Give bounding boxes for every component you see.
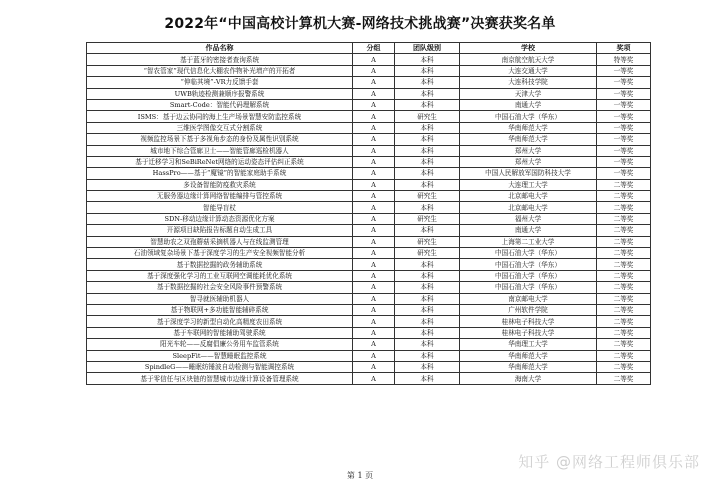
cell-school: 北京邮电大学 bbox=[460, 202, 597, 213]
cell-division: A bbox=[353, 213, 395, 224]
cell-division: A bbox=[353, 361, 395, 372]
cell-team-level: 本科 bbox=[395, 259, 460, 270]
cell-team-level: 本科 bbox=[395, 202, 460, 213]
table-row bbox=[87, 122, 651, 133]
cell-division: A bbox=[353, 168, 395, 179]
cell-award: 一等奖 bbox=[597, 111, 651, 122]
cell-work-name: Smart-Code：智能代码理解系统 bbox=[87, 99, 353, 110]
table-row bbox=[87, 248, 651, 259]
cell-work-name: 基于车联网的智能辅助驾驶系统 bbox=[87, 327, 353, 338]
cell-work-name: 基于物联网+多功能智能辅碎系统 bbox=[87, 304, 353, 315]
cell-school: 中国石油大学（华东） bbox=[460, 282, 597, 293]
cell-work-name: SDN-移动边缘计算动态资源优化方案 bbox=[87, 213, 353, 224]
table-row bbox=[87, 202, 651, 213]
cell-school: 桂林电子科技大学 bbox=[460, 327, 597, 338]
cell-division: A bbox=[353, 236, 395, 247]
header-team-level: 团队级别 bbox=[395, 43, 460, 54]
cell-award: 一等奖 bbox=[597, 99, 651, 110]
cell-team-level: 本科 bbox=[395, 361, 460, 372]
table-row bbox=[87, 77, 651, 88]
cell-award: 一等奖 bbox=[597, 88, 651, 99]
cell-division: A bbox=[353, 111, 395, 122]
cell-award: 一等奖 bbox=[597, 145, 651, 156]
cell-school: 华南理工大学 bbox=[460, 339, 597, 350]
cell-team-level: 研究生 bbox=[395, 213, 460, 224]
cell-award: 特等奖 bbox=[597, 54, 651, 65]
cell-school: 南通大学 bbox=[460, 225, 597, 236]
cell-team-level: 本科 bbox=[395, 77, 460, 88]
cell-division: A bbox=[353, 202, 395, 213]
table-row bbox=[87, 99, 651, 110]
cell-school: 广州软件学院 bbox=[460, 304, 597, 315]
cell-work-name: ISMS：基于边云协同的海上生产场景智慧安防监控系统 bbox=[87, 111, 353, 122]
cell-team-level: 研究生 bbox=[395, 191, 460, 202]
cell-division: A bbox=[353, 373, 395, 384]
document-title: 2022年“中国高校计算机大赛-网络技术挑战赛”决赛获奖名单 bbox=[164, 16, 556, 32]
cell-team-level: 本科 bbox=[395, 134, 460, 145]
table-row bbox=[87, 293, 651, 304]
cell-school: 大连科技学院 bbox=[460, 77, 597, 88]
cell-team-level: 本科 bbox=[395, 179, 460, 190]
cell-award: 二等奖 bbox=[597, 259, 651, 270]
table-row bbox=[87, 145, 651, 156]
cell-division: A bbox=[353, 134, 395, 145]
header-award: 奖项 bbox=[597, 43, 651, 54]
cell-award: 二等奖 bbox=[597, 270, 651, 281]
cell-work-name: 基于零信任与区块链的智慧城市边缘计算设备管理系统 bbox=[87, 373, 353, 384]
cell-team-level: 本科 bbox=[395, 270, 460, 281]
cell-division: A bbox=[353, 248, 395, 259]
cell-division: A bbox=[353, 350, 395, 361]
cell-award: 二等奖 bbox=[597, 202, 651, 213]
cell-division: A bbox=[353, 316, 395, 327]
cell-school: 华南师范大学 bbox=[460, 350, 597, 361]
cell-award: 二等奖 bbox=[597, 179, 651, 190]
cell-division: A bbox=[353, 77, 395, 88]
cell-work-name: 智寻就医辅助机器人 bbox=[87, 293, 353, 304]
table-row bbox=[87, 282, 651, 293]
header-work-name: 作品名称 bbox=[87, 43, 353, 54]
cell-work-name: 智慧助农之双孢蘑菇采摘机器人与在线监测管理 bbox=[87, 236, 353, 247]
cell-team-level: 研究生 bbox=[395, 111, 460, 122]
cell-team-level: 研究生 bbox=[395, 236, 460, 247]
cell-award: 二等奖 bbox=[597, 373, 651, 384]
table-body bbox=[87, 54, 651, 384]
table-row bbox=[87, 339, 651, 350]
cell-school: 郑州大学 bbox=[460, 156, 597, 167]
cell-school: 南通大学 bbox=[460, 99, 597, 110]
cell-award: 二等奖 bbox=[597, 316, 651, 327]
cell-work-name: 无服务器边缘计算网络智能编排与管控系统 bbox=[87, 191, 353, 202]
cell-division: A bbox=[353, 191, 395, 202]
cell-school: 华南师范大学 bbox=[460, 361, 597, 372]
cell-work-name: 智能导盲杖 bbox=[87, 202, 353, 213]
cell-school: 海南大学 bbox=[460, 373, 597, 384]
cell-team-level: 本科 bbox=[395, 282, 460, 293]
cell-school: 大连理工大学 bbox=[460, 179, 597, 190]
cell-award: 二等奖 bbox=[597, 293, 651, 304]
cell-team-level: 本科 bbox=[395, 316, 460, 327]
cell-school: 上海第二工业大学 bbox=[460, 236, 597, 247]
header-division: 分组 bbox=[353, 43, 395, 54]
cell-school: 中国石油大学（华东） bbox=[460, 248, 597, 259]
cell-school: 桂林电子科技大学 bbox=[460, 316, 597, 327]
cell-division: A bbox=[353, 179, 395, 190]
table-row bbox=[87, 179, 651, 190]
cell-team-level: 本科 bbox=[395, 168, 460, 179]
cell-school: 中国人民解放军国防科技大学 bbox=[460, 168, 597, 179]
table-row bbox=[87, 213, 651, 224]
cell-work-name: 基于深度强化学习的工业互联网空调能耗优化系统 bbox=[87, 270, 353, 281]
cell-work-name: 基于深度学习的新型自动化高精度农田系统 bbox=[87, 316, 353, 327]
cell-division: A bbox=[353, 99, 395, 110]
cell-team-level: 本科 bbox=[395, 88, 460, 99]
cell-award: 一等奖 bbox=[597, 168, 651, 179]
cell-team-level: 本科 bbox=[395, 293, 460, 304]
table-row bbox=[87, 350, 651, 361]
cell-team-level: 本科 bbox=[395, 99, 460, 110]
cell-work-name: 石油领域复杂场景下基于深度学习的生产安全视频智能分析 bbox=[87, 248, 353, 259]
cell-school: 大连交通大学 bbox=[460, 65, 597, 76]
cell-work-name: 阳光车轮——反腐倡廉公务用车监管系统 bbox=[87, 339, 353, 350]
cell-division: A bbox=[353, 225, 395, 236]
cell-work-name: SpindleG——睡眠纺锤波自动检测与智能调控系统 bbox=[87, 361, 353, 372]
cell-division: A bbox=[353, 282, 395, 293]
cell-school: 华南师范大学 bbox=[460, 122, 597, 133]
cell-division: A bbox=[353, 54, 395, 65]
cell-school: 郑州大学 bbox=[460, 145, 597, 156]
cell-award: 一等奖 bbox=[597, 156, 651, 167]
cell-team-level: 本科 bbox=[395, 122, 460, 133]
cell-work-name: UWB轨迹检测兼顺序报警系统 bbox=[87, 88, 353, 99]
cell-team-level: 本科 bbox=[395, 327, 460, 338]
cell-work-name: 城市地下综合管廊卫士——智能管廊巡检机器人 bbox=[87, 145, 353, 156]
cell-school: 北京邮电大学 bbox=[460, 191, 597, 202]
cell-award: 二等奖 bbox=[597, 191, 651, 202]
table-row bbox=[87, 156, 651, 167]
cell-work-name: SleepFit——智慧睡眠监控系统 bbox=[87, 350, 353, 361]
cell-school: 华南师范大学 bbox=[460, 134, 597, 145]
cell-school: 中国石油大学（华东） bbox=[460, 111, 597, 122]
table-row bbox=[87, 236, 651, 247]
table-row bbox=[87, 361, 651, 372]
page-number: 第 1 页 bbox=[346, 471, 374, 480]
cell-work-name: 基于迁移学习和SeBiReNet网络的运动姿态评估纠正系统 bbox=[87, 156, 353, 167]
awards-table bbox=[86, 42, 651, 385]
header-school: 学校 bbox=[460, 43, 597, 54]
cell-school: 中国石油大学（华东） bbox=[460, 270, 597, 281]
cell-division: A bbox=[353, 145, 395, 156]
table-row bbox=[87, 373, 651, 384]
cell-team-level: 本科 bbox=[395, 373, 460, 384]
cell-division: A bbox=[353, 88, 395, 99]
cell-school: 南京邮电大学 bbox=[460, 293, 597, 304]
cell-award: 二等奖 bbox=[597, 361, 651, 372]
cell-division: A bbox=[353, 339, 395, 350]
cell-award: 二等奖 bbox=[597, 339, 651, 350]
table-row bbox=[87, 191, 651, 202]
table-row bbox=[87, 88, 651, 99]
table-row bbox=[87, 134, 651, 145]
cell-team-level: 本科 bbox=[395, 225, 460, 236]
table-row bbox=[87, 111, 651, 122]
cell-team-level: 本科 bbox=[395, 54, 460, 65]
cell-award: 一等奖 bbox=[597, 65, 651, 76]
table-row bbox=[87, 225, 651, 236]
cell-award: 二等奖 bbox=[597, 327, 651, 338]
table-header-row bbox=[87, 43, 651, 54]
cell-division: A bbox=[353, 156, 395, 167]
cell-work-name: 基于数据挖掘的社会安全风险事件预警系统 bbox=[87, 282, 353, 293]
cell-division: A bbox=[353, 65, 395, 76]
cell-team-level: 本科 bbox=[395, 65, 460, 76]
watermark: 知乎 @网络工程师俱乐部 bbox=[518, 453, 700, 471]
cell-award: 二等奖 bbox=[597, 350, 651, 361]
cell-division: A bbox=[353, 259, 395, 270]
cell-work-name: 视频监控场景下基于多视角步态的身份及属性识别系统 bbox=[87, 134, 353, 145]
cell-award: 二等奖 bbox=[597, 304, 651, 315]
cell-award: 二等奖 bbox=[597, 282, 651, 293]
cell-award: 二等奖 bbox=[597, 248, 651, 259]
cell-team-level: 本科 bbox=[395, 156, 460, 167]
cell-school: 天津大学 bbox=[460, 88, 597, 99]
cell-award: 二等奖 bbox=[597, 225, 651, 236]
table-row bbox=[87, 316, 651, 327]
table-row bbox=[87, 327, 651, 338]
cell-work-name: “智农管家”现代信息化大棚农作物补光增产的开拓者 bbox=[87, 65, 353, 76]
table-row bbox=[87, 259, 651, 270]
cell-award: 一等奖 bbox=[597, 134, 651, 145]
cell-work-name: HassPro——基于“魔镜”的智能家庭助手系统 bbox=[87, 168, 353, 179]
cell-work-name: 多设备智能防疫救灾系统 bbox=[87, 179, 353, 190]
cell-award: 二等奖 bbox=[597, 236, 651, 247]
table-row bbox=[87, 270, 651, 281]
cell-school: 福州大学 bbox=[460, 213, 597, 224]
cell-work-name: “伸临其境”-VR力反馈手套 bbox=[87, 77, 353, 88]
cell-school: 中国石油大学（华东） bbox=[460, 259, 597, 270]
cell-work-name: 开源项目缺陷报告标题自动生成工具 bbox=[87, 225, 353, 236]
table-row bbox=[87, 54, 651, 65]
cell-award: 一等奖 bbox=[597, 77, 651, 88]
cell-division: A bbox=[353, 270, 395, 281]
cell-team-level: 本科 bbox=[395, 350, 460, 361]
cell-award: 一等奖 bbox=[597, 122, 651, 133]
cell-team-level: 本科 bbox=[395, 304, 460, 315]
table-row bbox=[87, 304, 651, 315]
cell-team-level: 研究生 bbox=[395, 248, 460, 259]
cell-work-name: 三维医学图像交互式分割系统 bbox=[87, 122, 353, 133]
cell-division: A bbox=[353, 122, 395, 133]
cell-award: 二等奖 bbox=[597, 213, 651, 224]
cell-team-level: 本科 bbox=[395, 145, 460, 156]
cell-division: A bbox=[353, 327, 395, 338]
table-row bbox=[87, 168, 651, 179]
cell-team-level: 本科 bbox=[395, 339, 460, 350]
cell-school: 南京航空航天大学 bbox=[460, 54, 597, 65]
cell-work-name: 基于蓝牙的密接者查询系统 bbox=[87, 54, 353, 65]
table-row bbox=[87, 65, 651, 76]
cell-work-name: 基于数据挖掘的政务辅助系统 bbox=[87, 259, 353, 270]
cell-division: A bbox=[353, 293, 395, 304]
cell-division: A bbox=[353, 304, 395, 315]
